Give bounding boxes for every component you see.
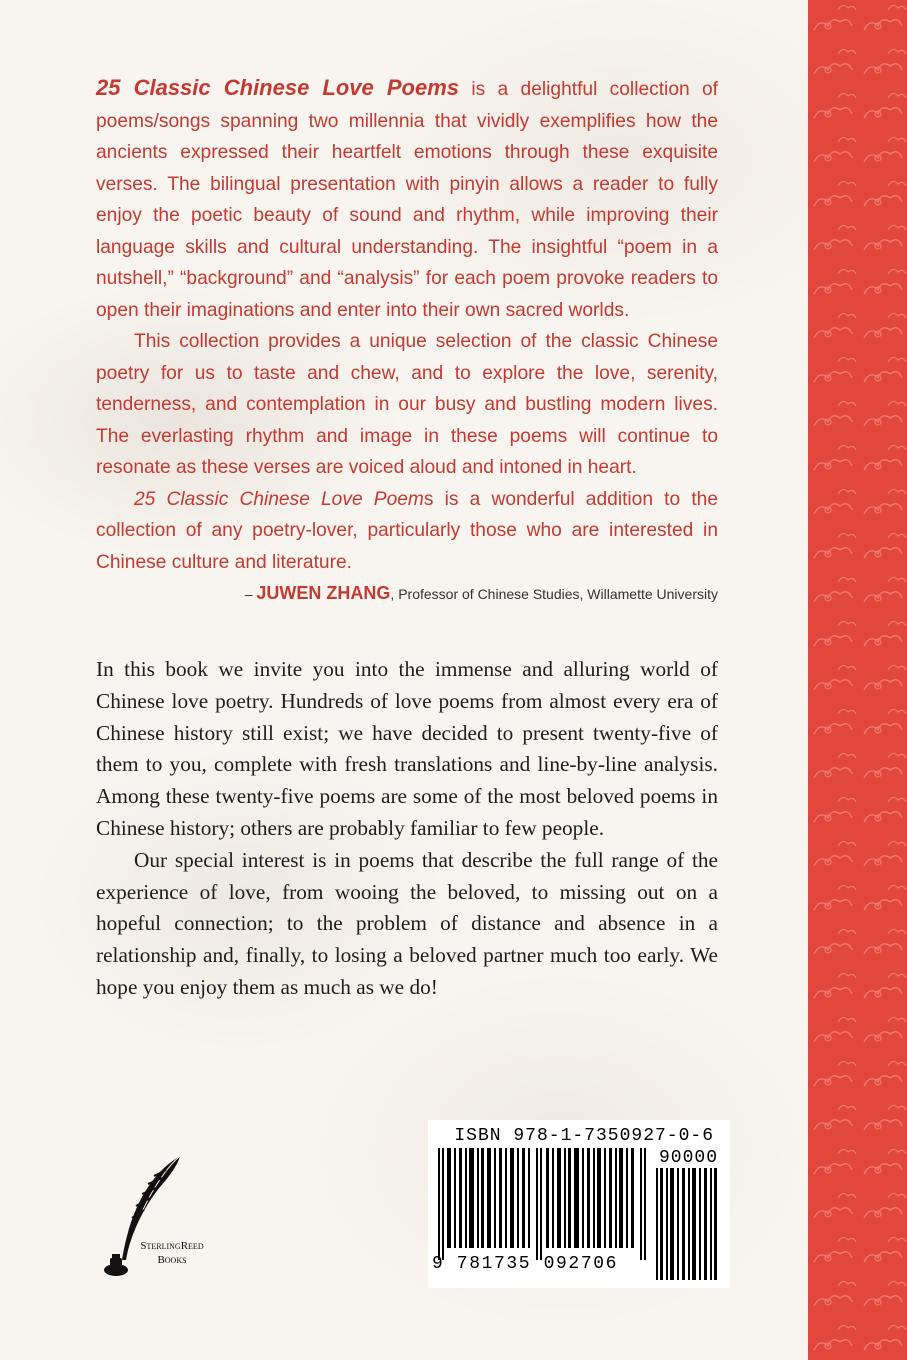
reviewer-affiliation: , Professor of Chinese Studies, Willamette University	[390, 586, 718, 602]
isbn-label: ISBN 978-1-7350927-0-6	[454, 1126, 714, 1146]
review-paragraph-3: 25 Classic Chinese Love Poems is a wonderful addition to the collection of any poetry-lover, particularly those who are interested in Chinese culture and literature.	[96, 488, 718, 573]
book-description	[96, 654, 718, 1004]
review-paragraph-2: This collection provides a unique selection of the classic Chinese poetry for us to taste and chew, and to explore the love, serenity, tenderness, and contemplation in our busy and bustling modern lives. The everlasting rhythm and image in these poems will continue to resonate as these verses are voiced aloud and intoned in heart.	[96, 331, 718, 478]
barcode-digits: 9 781735 092706	[432, 1254, 619, 1274]
publisher-name: SterlingReed Books	[140, 1240, 204, 1266]
review-paragraph-1: 25 Classic Chinese Love Poems is a delightful collection of poems/songs spanning two millennia that vividly exemplifies how the ancients expressed their heartfelt emotions through these exquisite verses. The bilingual presentation with pinyin allows a reader to fully enjoy the poetic beauty of sound and rhythm, while improving their language skills and cultural understanding. The insightful “poem in a nutshell,” “background” and “analysis” for each poem provoke readers to open their imaginations and enter into their own sacred worlds.	[96, 75, 718, 321]
review-quote	[96, 72, 718, 607]
barcode-bars	[436, 1148, 650, 1260]
review-attribution: – JUWEN ZHANG, Professor of Chinese Studies, Willamette University	[244, 583, 718, 603]
description-paragraph-2: Our special interest is in poems that describe the full range of the experience of love, from wooing the beloved, to missing out on a hopeful connection; to the problem of distance and absence in a relationship and, finally, to losing a beloved partner much too early. We hope you enjoy them as much as we do!	[96, 847, 718, 999]
spine-pattern-strip	[808, 0, 907, 1360]
cloud-pattern-icon	[808, 0, 907, 1360]
reviewer-name: JUWEN ZHANG	[256, 583, 391, 603]
description-paragraph-1: In this book we invite you into the immense and alluring world of Chinese love poetry. Hundreds of love poems from almost every era of Chinese history still exist; we have decided to present twenty-five of them to you, complete with fresh translations and line-by-line analysis. Among these twenty-five poems are some of the most beloved poems in Chinese history; others are probably familiar to few people.	[96, 657, 718, 840]
book-title: 25 Classic Chinese Love Poems	[96, 75, 460, 100]
price-code: 90000	[658, 1148, 718, 1168]
